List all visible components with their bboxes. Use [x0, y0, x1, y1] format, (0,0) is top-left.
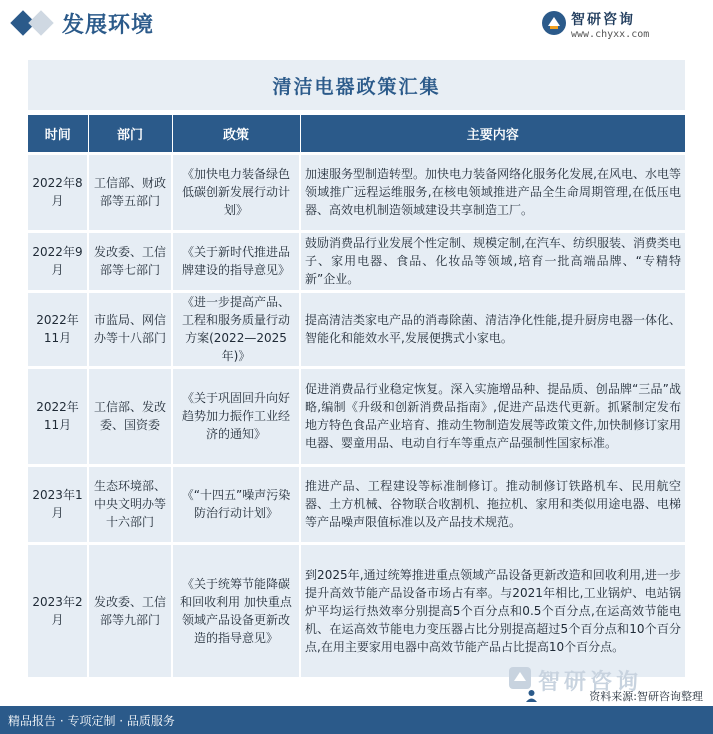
person-icon: [525, 689, 538, 702]
cell-content: 促进消费品行业稳定恢复。深入实施增品种、提品质、创品牌“三品”战略,编制《升级和创新消费品指南》,促进产品迭代更新。抓紧制定发布地方特色食品产业培育、推动生物制造发展等政策文件,加快制修订家用电器、婴童用品、电动自行车等重点产品强制性国家标准。: [300, 367, 685, 465]
column-header-dept: 部门: [88, 115, 172, 153]
brand-block: [541, 6, 701, 46]
cell-time: 2022年9月: [28, 231, 88, 291]
chyxx-logo-icon: [508, 666, 532, 690]
table-title: 清洁电器政策汇集: [28, 60, 685, 110]
column-header-content: 主要内容: [300, 115, 685, 153]
section-title: 发展环境: [62, 13, 155, 38]
brand-name: 智研咨询: [571, 12, 635, 28]
chyxx-logo-icon: [541, 10, 567, 36]
cell-content: 提高清洁类家电产品的消毒除菌、清洁净化性能,提升厨房电器一体化、智能化和能效水平,发展便携式小家电。: [300, 291, 685, 367]
cell-content: 鼓励消费品行业发展个性定制、规模定制,在汽车、纺织服装、消费类电子、家用电器、食品、化妆品等领域,培育一批高端品牌、“专精特新”企业。: [300, 231, 685, 291]
source-note: 资料来源:智研咨询整理: [589, 690, 703, 703]
policy-table: [28, 115, 685, 677]
cell-dept: 发改委、工信部等九部门: [88, 543, 172, 677]
table-row: [28, 231, 685, 291]
brand-url: www.chyxx.com: [571, 29, 650, 40]
table-row: [28, 465, 685, 543]
cell-dept: 工信部、发改委、国资委: [88, 367, 172, 465]
cell-policy: 《关于新时代推进品牌建设的指导意见》: [172, 231, 300, 291]
cell-time: 2022年8月: [28, 153, 88, 231]
cell-policy: 《关于巩固回升向好趋势加力振作工业经济的通知》: [172, 367, 300, 465]
table-row: [28, 367, 685, 465]
table-row: [28, 291, 685, 367]
cell-content: 推进产品、工程建设等标准制修订。推动制修订铁路机车、民用航空器、土方机械、谷物联合收割机、拖拉机、家用和类似用途电器、电梯等产品噪声限值标准以及产品技术规范。: [300, 465, 685, 543]
cell-dept: 市监局、网信办等十八部门: [88, 291, 172, 367]
cell-policy: 《“十四五”噪声污染防治行动计划》: [172, 465, 300, 543]
table-header-row: [28, 115, 685, 153]
column-header-time: 时间: [28, 115, 88, 153]
bottom-brand-name: 智研咨询: [538, 670, 643, 695]
cell-policy: 《关于统筹节能降碳和回收利用 加快重点领域产品设备更新改造的指导意见》: [172, 543, 300, 677]
cell-content: 到2025年,通过统筹推进重点领域产品设备更新改造和回收利用,进一步提升高效节能产品设备市场占有率。与2021年相比,工业锅炉、电站锅炉平均运行热效率分别提高5个百分点和0.5个百分点,在运高效节能电机、在运高效节能电力变压器占比分别提高超过5个百分点和10个百分点,在用主要家用电器中高效节能产品占比提高10个百分点。: [300, 543, 685, 677]
cell-time: 2023年1月: [28, 465, 88, 543]
cell-policy: 《加快电力装备绿色低碳创新发展行动计划》: [172, 153, 300, 231]
cell-dept: 发改委、工信部等七部门: [88, 231, 172, 291]
cell-time: 2022年11月: [28, 291, 88, 367]
page-footer: [0, 706, 713, 734]
page-header: [0, 0, 713, 50]
table-row: [28, 153, 685, 231]
policy-panel: [28, 58, 685, 680]
table-row: [28, 543, 685, 677]
cell-time: 2023年2月: [28, 543, 88, 677]
cell-content: 加速服务型制造转型。加快电力装备网络化服务化发展,在风电、水电等领域推广远程运维服务,在核电领域推进产品全生命周期管理,在低压电器、高效电机制造领域建设共享制造工厂。: [300, 153, 685, 231]
column-header-policy: 政策: [172, 115, 300, 153]
cell-policy: 《进一步提高产品、工程和服务质量行动方案(2022—2025年)》: [172, 291, 300, 367]
cell-time: 2022年11月: [28, 367, 88, 465]
footer-slogan: 精品报告 · 专项定制 · 品质服务: [8, 714, 175, 728]
cell-dept: 工信部、财政部等五部门: [88, 153, 172, 231]
diamond-icon-secondary: [28, 10, 53, 35]
cell-dept: 生态环境部、中央文明办等十六部门: [88, 465, 172, 543]
